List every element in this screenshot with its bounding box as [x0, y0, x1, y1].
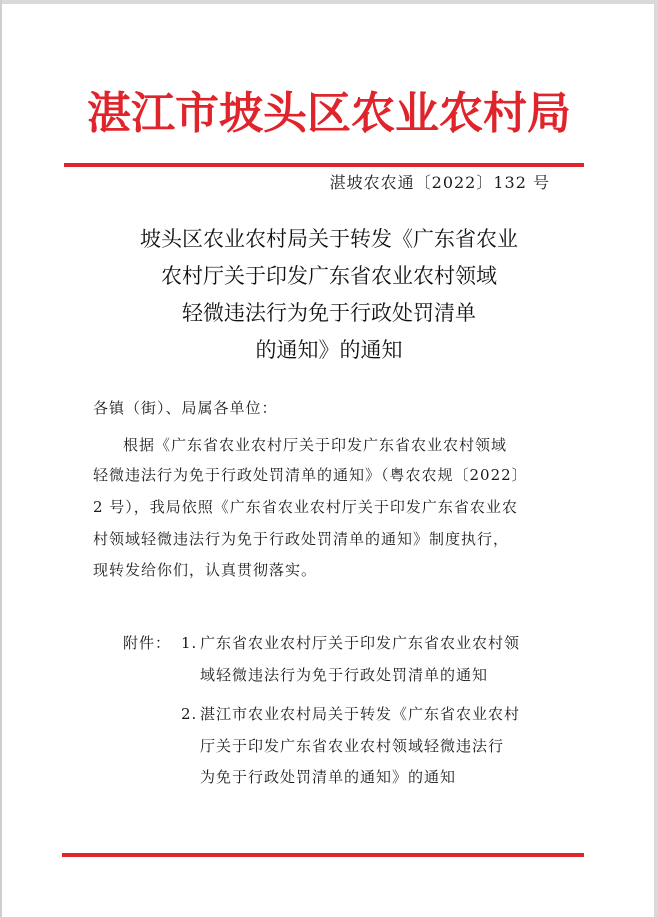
attachment-line: 广东省农业农村厅关于印发广东省农业农村领: [200, 634, 521, 652]
attachment-line: 湛江市农业农村局关于转发《广东省农业农村: [200, 705, 521, 723]
letterhead-org-name: 湛江市坡头区农业农村局: [87, 88, 571, 139]
document-title: [0, 221, 658, 369]
salutation: 各镇（街）、局属各单位：: [93, 399, 278, 417]
attachment-number: 1.: [181, 634, 198, 652]
attachment-line: 域轻微违法行为免于行政处罚清单的通知: [200, 666, 489, 684]
title-line: 的通知》的通知: [255, 338, 403, 362]
title-line: 农村厅关于印发广东省农业农村领域: [161, 264, 497, 288]
attachment-line: 厅关于印发广东省农业农村领域轻微违法行: [200, 737, 505, 755]
body-line: 现转发给你们，认真贯彻落实。: [93, 561, 318, 579]
letterhead-red-rule: [64, 163, 584, 167]
title-line: 轻微违法行为免于行政处罚清单: [182, 301, 476, 325]
body-line: 2 号），我局依照《广东省农业农村厅关于印发广东省农业农: [93, 498, 518, 516]
attachments-label: 附件：: [123, 634, 172, 652]
body-line: 村领域轻微违法行为免于行政处罚清单的通知》制度执行，: [93, 530, 510, 548]
footer-red-rule: [62, 853, 584, 857]
page-edge-top: [0, 0, 658, 4]
body-line: 根据《广东省农业农村厅关于印发广东省农业农村领域: [123, 436, 508, 454]
title-line: 坡头区农业农村局关于转发《广东省农业: [140, 227, 518, 251]
attachment-number: 2.: [181, 705, 198, 723]
document-number: 湛坡农农通〔2022〕132 号: [329, 173, 550, 192]
body-line: 轻微违法行为免于行政处罚清单的通知》（粤农农规〔2022〕: [93, 466, 528, 484]
attachment-line: 为免于行政处罚清单的通知》的通知: [200, 768, 457, 786]
